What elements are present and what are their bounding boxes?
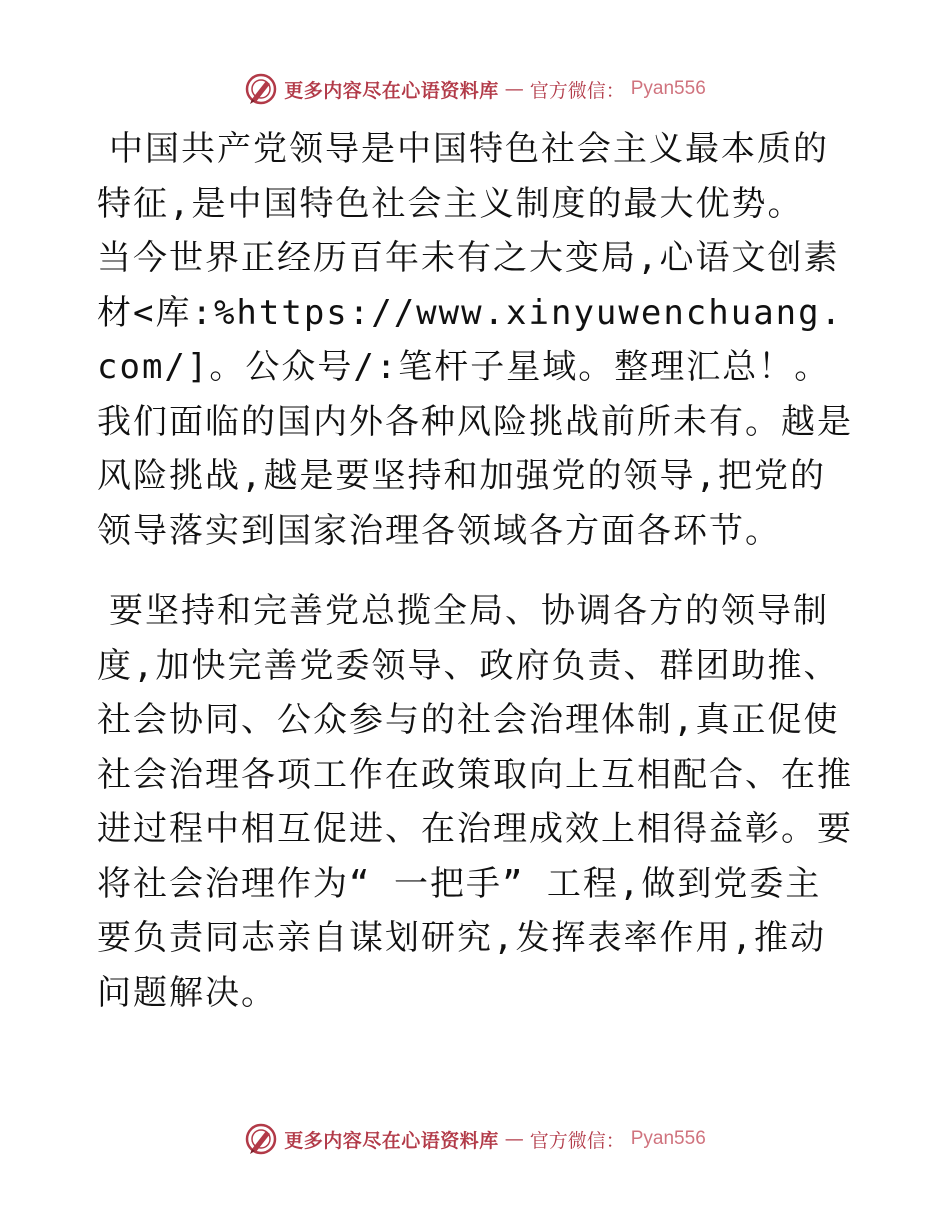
header-wechat-id: Pyan556 <box>630 78 706 99</box>
footer-brand-text: 更多内容尽在心语资料库 <box>284 1129 499 1152</box>
footer-official-label: 官方微信： <box>529 1129 625 1152</box>
header-brand-text: 更多内容尽在心语资料库 <box>284 79 499 102</box>
footer-banner <box>0 1122 950 1156</box>
header-official-label: 官方微信： <box>529 79 625 102</box>
pen-logo-icon <box>244 72 278 106</box>
footer-wechat-id: Pyan556 <box>630 1128 706 1149</box>
paragraph-1: 中国共产党领导是中国特色社会主义最本质的特征,是中国特色社会主义制度的最大优势。 当今世界正经历百年未有之大变局,心语文创素材<库:%https://www.xinyuwenchuang.com/]。公众号/:笔杆子星域。整理汇总！。我们面临的国内外各种风险挑战前所未有。越是风险挑战,越是要坚持和加强党的领导,把党的领导落实到国家治理各领域各方面各环节。 <box>97 129 853 551</box>
header-banner <box>0 72 950 106</box>
header-separator: — <box>504 78 524 100</box>
paragraph-2: 要坚持和完善党总揽全局、协调各方的领导制度,加快完善党委领导、政府负责、群团助推、社会协同、公众参与的社会治理体制,真正促使社会治理各项工作在政策取向上互相配合、在推进过程中相互促进、在治理成效上相得益彰。要将社会治理作为“ 一把手” 工程,做到党委主要负责同志亲自谋划研究,发挥表率作用,推动问题解决。 <box>97 591 853 1013</box>
pen-logo-icon <box>244 1122 278 1156</box>
document-body <box>97 122 857 1020</box>
footer-separator: — <box>504 1128 524 1150</box>
